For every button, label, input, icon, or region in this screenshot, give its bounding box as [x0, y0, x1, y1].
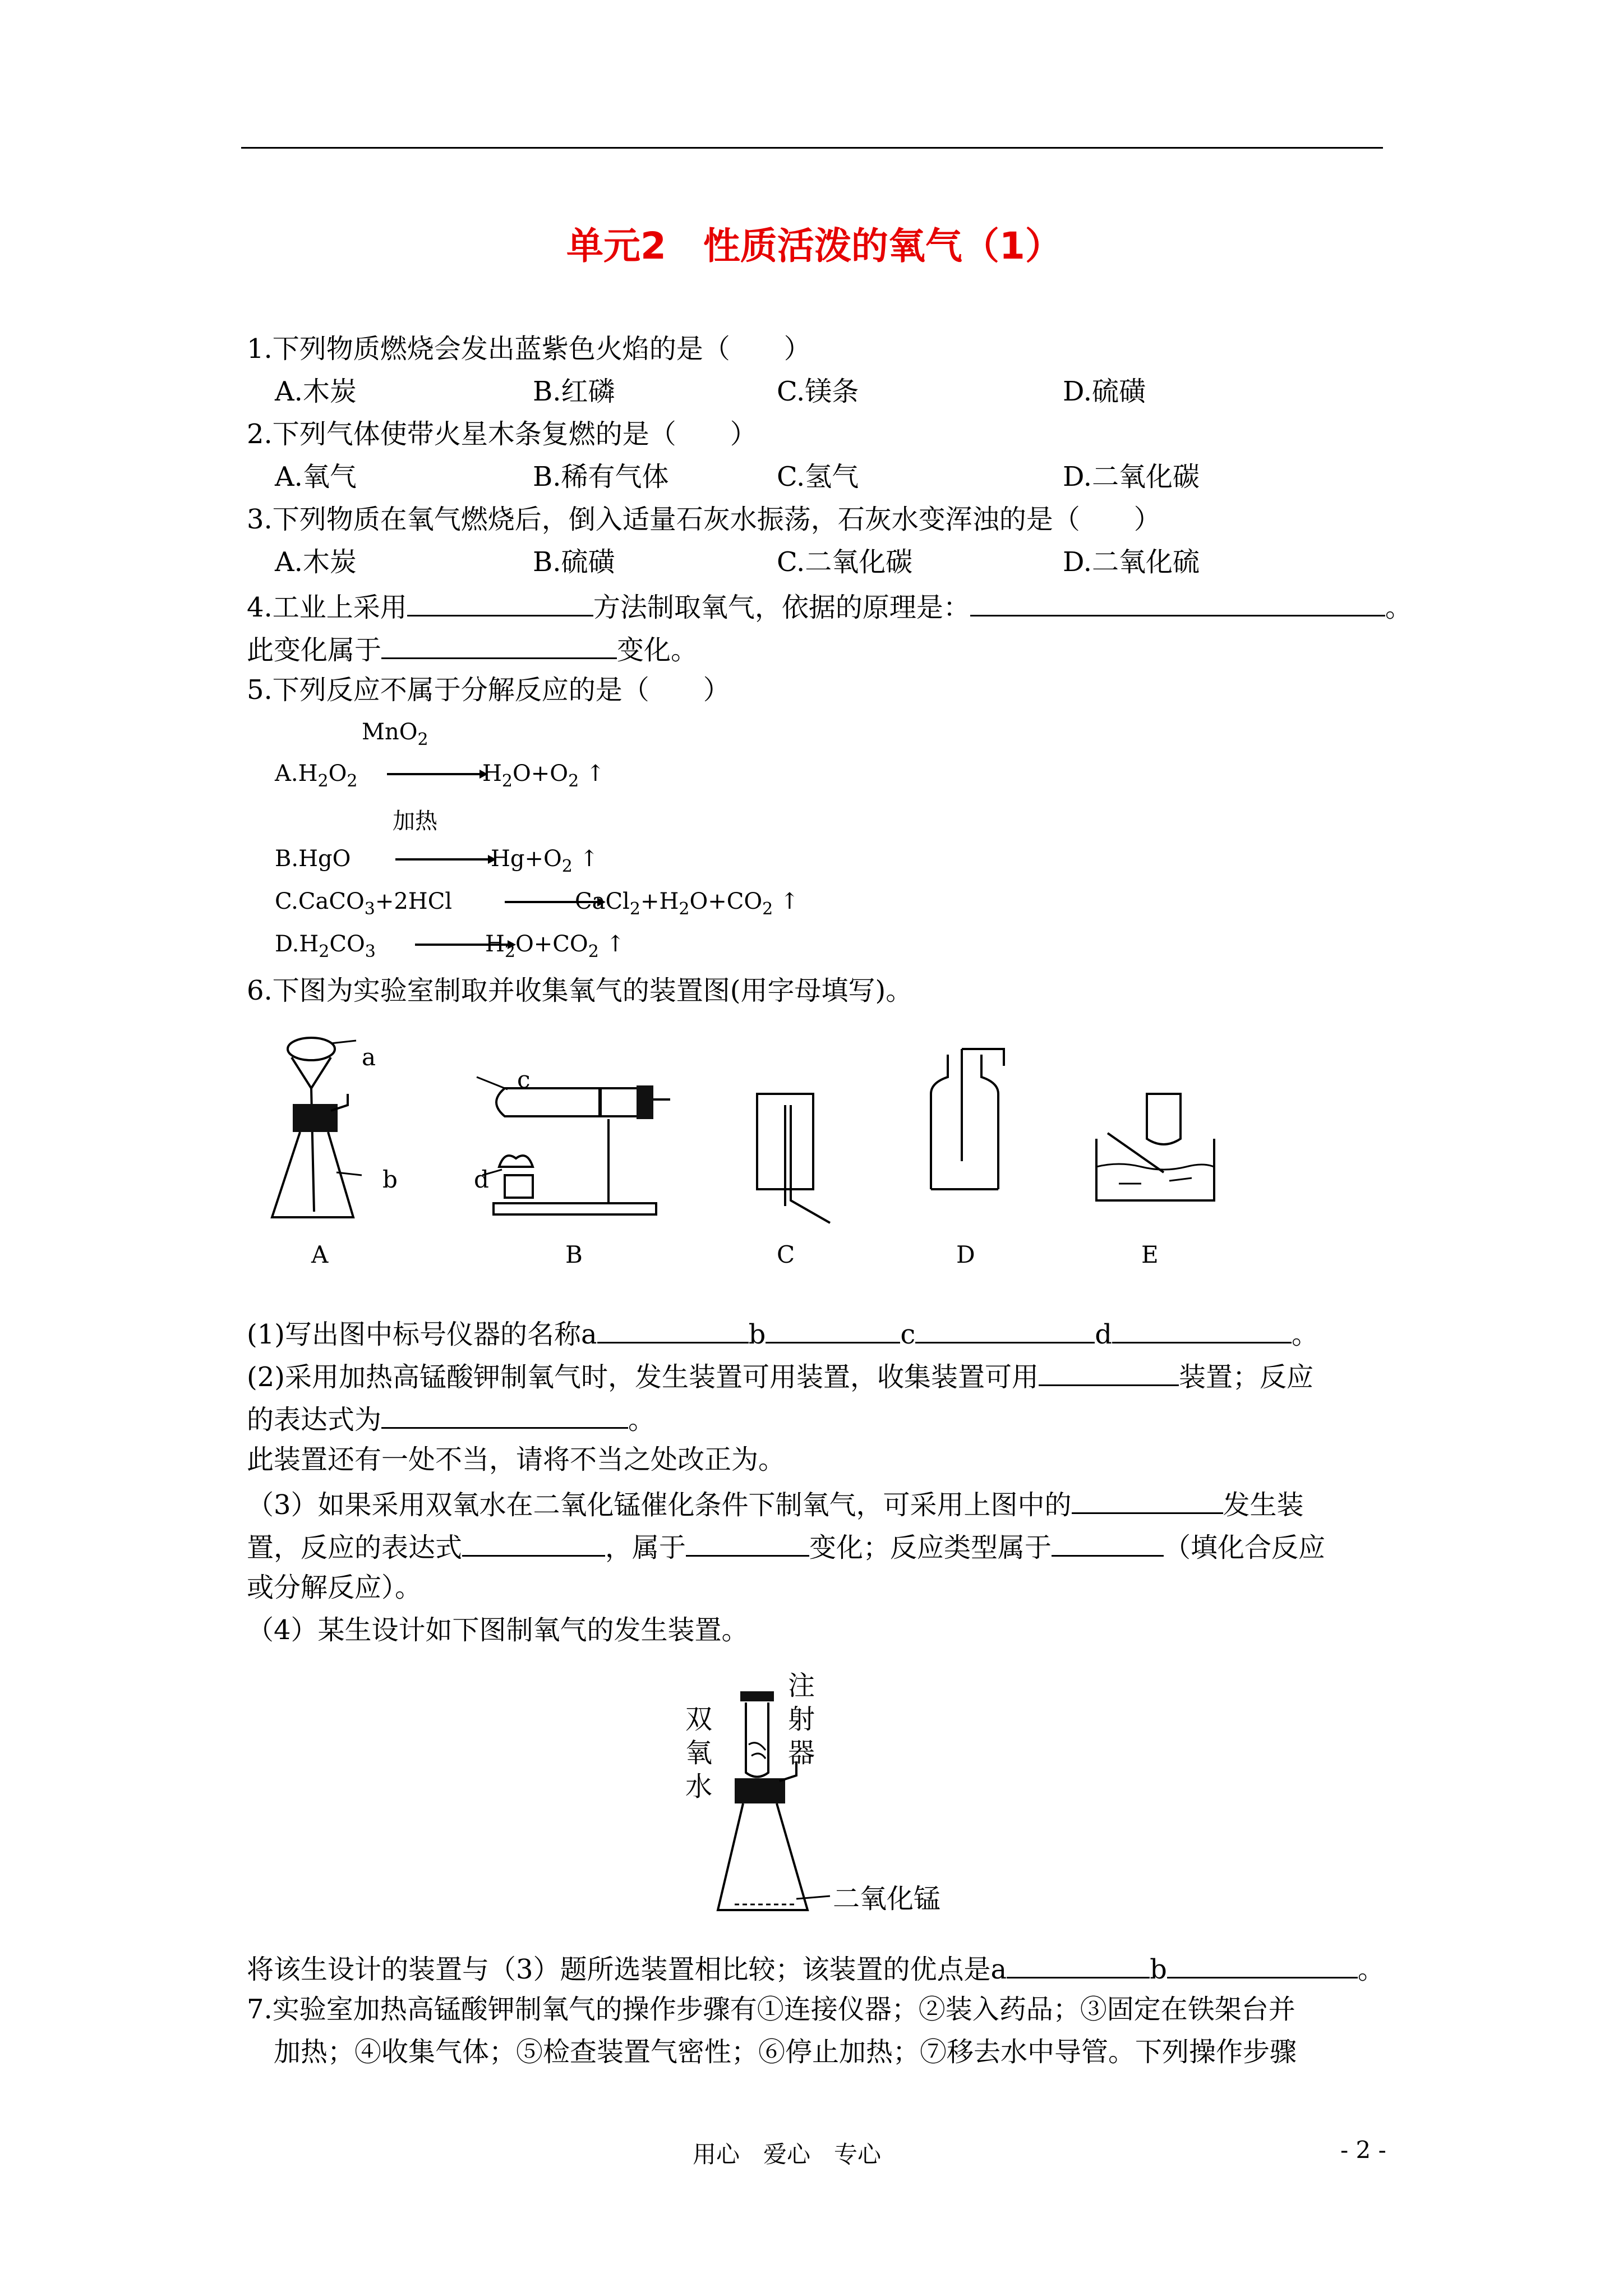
q2-option-d: D.二氧化碳: [1063, 461, 1200, 493]
header-rule: [241, 147, 1383, 149]
q5-option-d: $D.H_2CO_3$: [275, 931, 376, 961]
q1-option-a: A.木炭: [275, 376, 357, 407]
apparatus-mark-d: d: [474, 1166, 489, 1193]
q5-b-product: $Hg+O_2$ ↑: [491, 846, 599, 876]
q6-p1-a: (1)写出图中标号仪器的名称a: [247, 1319, 597, 1350]
q6-part4: （4）某生设计如下图制氧气的发生装置。: [247, 1614, 749, 1646]
question-2: 2.下列气体使带火星木条复燃的是（ ）: [247, 418, 757, 450]
q6-p2-b: 装置；反应: [1179, 1361, 1314, 1393]
q5-d-product: $H_2O+CO_2$ ↑: [485, 931, 625, 961]
apparatus-mark-a: a: [362, 1043, 376, 1071]
q5-option-b: B.HgO: [275, 846, 351, 872]
q5-option-c: C.CaCO$_3$+2HCl: [275, 889, 453, 919]
q1-option-d: D.硫磺: [1063, 376, 1146, 407]
question-7-line2: 加热；④收集气体；⑤检查装置气密性；⑥停止加热；⑦移去水中导管。下列操作步骤: [274, 2036, 1297, 2068]
q2-option-c: C.氢气: [777, 461, 859, 493]
question-7-line1: 7.实验室加热高锰酸钾制氧气的操作步骤有①连接仪器；②装入药品；③固定在铁架台并: [247, 1994, 1295, 2025]
fig2-label-mno2: 二氧化锰: [833, 1883, 941, 1915]
q5-a-right: H: [482, 761, 502, 786]
q5-heat-label: 加热: [393, 808, 437, 834]
q5-c-mid: +2HCl: [375, 889, 453, 914]
q6-p3-f: （填化合反应: [1164, 1532, 1326, 1563]
apparatus-mark-b: b: [382, 1166, 398, 1193]
fig2-label-left-2: 氧: [685, 1737, 713, 1769]
q3-option-d: D.二氧化硫: [1063, 546, 1200, 578]
fig2-label-right-2: 射: [788, 1704, 815, 1735]
fig-label-e: E: [1141, 1241, 1159, 1268]
q6-p2-c: 的表达式为: [247, 1404, 382, 1435]
q6-p2-a: (2)采用加热高锰酸钾制氧气时，发生装置可用装置，收集装置可用: [247, 1361, 1039, 1393]
fig-label-c: C: [777, 1241, 795, 1268]
q6-p5-c: 。: [1357, 1954, 1385, 1985]
question-6: 6.下图为实验室制取并收集氧气的装置图(用字母填写)。: [247, 975, 913, 1006]
q5-d-left2: CO: [329, 931, 365, 957]
q6-part2-line3: 此装置还有一处不当，请将不当之处改正为。: [247, 1444, 786, 1475]
q6-p3-b: 发生装: [1223, 1489, 1304, 1521]
page-number: - 2 -: [1340, 2136, 1386, 2164]
q1-option-b: B.红磷: [533, 376, 615, 407]
q5-d-right2: O+CO: [515, 931, 588, 957]
q6-blank-adv-a[interactable]: [1007, 1950, 1150, 1978]
q3-option-a: A.木炭: [275, 546, 357, 578]
q4-blank-method[interactable]: [407, 588, 593, 616]
q5-a-left: A.H: [275, 761, 318, 786]
q4-text-1: 4.工业上采用: [247, 592, 407, 623]
q5-catalyst-text: MnO: [362, 719, 418, 745]
q5-c-right3: O+CO: [689, 889, 763, 914]
footer-slogan: 用心 爱心 专心: [693, 2141, 882, 2168]
question-3: 3.下列物质在氧气燃烧后，倒入适量石灰水振荡，石灰水变浑浊的是（ ）: [247, 504, 1161, 535]
q6-blank-c[interactable]: [915, 1315, 1095, 1343]
q6-blank-b[interactable]: [766, 1315, 900, 1343]
q4-text-5: 变化。: [617, 634, 698, 666]
q6-p1-b: b: [748, 1319, 766, 1350]
q5-catalyst: MnO$_2$: [362, 719, 428, 749]
q5-d-left: D.H: [275, 931, 319, 957]
q4-blank-change[interactable]: [381, 631, 617, 659]
q4-text-3: 。: [1385, 592, 1412, 623]
q5-c-right: CaCl: [575, 889, 630, 914]
q3-option-b: B.硫磺: [533, 546, 615, 578]
q5-b-right: Hg+O: [491, 846, 562, 872]
q5-c-product: $CaCl_2+H_2O+CO_2$ ↑: [575, 889, 799, 919]
q6-part3-line3: 或分解反应）。: [247, 1572, 422, 1603]
q4-text-4: 此变化属于: [247, 634, 382, 666]
q4-text-2: 方法制取氧气，依据的原理是：: [593, 592, 970, 623]
q6-part5: [247, 1950, 1385, 1986]
apparatus-e-water: [1091, 1088, 1220, 1212]
fig2-label-left-3: 水: [685, 1771, 713, 1802]
q5-c-right2: +H: [640, 889, 679, 914]
q4-blank-principle[interactable]: [970, 588, 1385, 616]
apparatus-b-heating: [471, 1066, 679, 1228]
q6-p3-e: 变化；反应类型属于: [809, 1532, 1052, 1563]
q6-p1-d: d: [1095, 1319, 1112, 1350]
q5-a-product: $H_2O+O_2$ ↑: [482, 761, 605, 791]
apparatus-c-upward: [751, 1088, 836, 1228]
q5-arrow-a: [387, 769, 488, 780]
fig-label-b: B: [565, 1241, 583, 1268]
question-4-line1: [247, 588, 1412, 624]
q2-option-a: A.氧气: [275, 461, 357, 493]
q6-blank-adv-b[interactable]: [1167, 1950, 1358, 1978]
q5-d-right: H: [485, 931, 505, 957]
q6-p3-a: （3）如果采用双氧水在二氧化锰催化条件下制氧气，可采用上图中的: [247, 1489, 1072, 1521]
q6-blank-a[interactable]: [597, 1315, 749, 1343]
fig-label-d: D: [956, 1241, 975, 1268]
q6-blank-collect[interactable]: [1039, 1358, 1179, 1386]
question-1: 1.下列物质燃烧会发出蓝紫色火焰的是（ ）: [247, 333, 811, 365]
q6-part2-line1: [247, 1358, 1313, 1394]
q6-p5-a: 将该生设计的装置与（3）题所选装置相比较；该装置的优点是a: [247, 1954, 1007, 1985]
q6-p3-d: ，属于: [605, 1532, 686, 1563]
q6-p2-d: 。: [628, 1404, 656, 1435]
q6-p5-b: b: [1150, 1954, 1167, 1985]
apparatus-mark-c: c: [517, 1066, 531, 1093]
q6-blank-expression-3[interactable]: [462, 1528, 605, 1557]
q3-option-c: C.二氧化碳: [777, 546, 913, 578]
q6-blank-d[interactable]: [1112, 1315, 1292, 1343]
q5-c-left: C.CaCO: [275, 889, 365, 914]
q6-blank-generator[interactable]: [1072, 1485, 1223, 1514]
apparatus-d-downward: [920, 1049, 1015, 1217]
q6-blank-type[interactable]: [1052, 1528, 1164, 1557]
q6-blank-change-3[interactable]: [686, 1528, 809, 1557]
q6-part1: [247, 1315, 1318, 1351]
fig2-label-right-1: 注: [788, 1670, 815, 1701]
page-title: 单元2 性质活泼的氧气（1）: [566, 224, 1062, 268]
q2-option-b: B.稀有气体: [533, 461, 669, 493]
q6-part3-line2: [247, 1528, 1325, 1565]
q6-part2-line2: [247, 1400, 655, 1437]
q1-option-c: C.镁条: [777, 376, 859, 407]
q6-p1-c: c: [900, 1319, 916, 1350]
q6-p1-end: 。: [1291, 1319, 1318, 1350]
apparatus-a-flask: [258, 1032, 404, 1240]
syringe-apparatus: [712, 1688, 836, 1930]
q5-arrow-b: [395, 854, 496, 865]
fig2-label-left-1: 双: [685, 1704, 713, 1735]
question-5: 5.下列反应不属于分解反应的是（ ）: [247, 674, 730, 706]
q6-blank-expression[interactable]: [381, 1400, 628, 1429]
question-4-line2: [247, 631, 698, 667]
q6-p3-c: 置，反应的表达式: [247, 1532, 463, 1563]
q6-part3-line1: [247, 1485, 1304, 1522]
q5-option-a: $A.H_2O_2$: [275, 761, 358, 791]
fig2-label-right-3: 器: [788, 1737, 815, 1769]
fig-label-a: A: [311, 1241, 329, 1268]
